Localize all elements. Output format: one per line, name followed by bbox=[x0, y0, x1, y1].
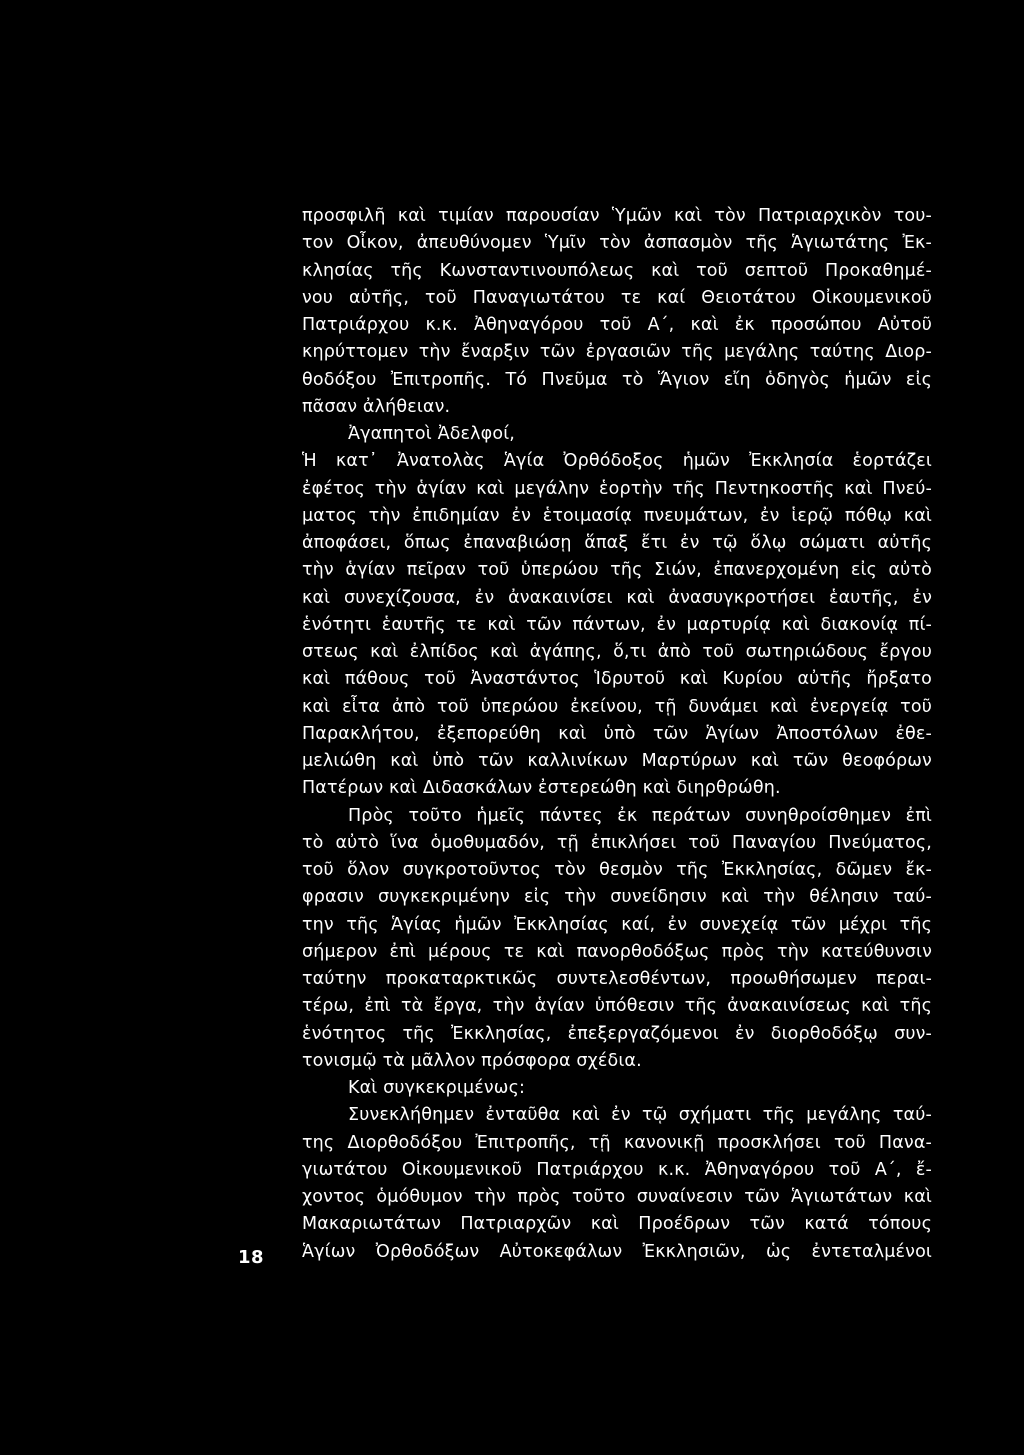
text-line: νου αὐτῆς, τοῦ Παναγιωτάτου τε καί Θειοτάτου Οἰκουμενικοῦ bbox=[302, 287, 932, 308]
text-line: Ἁγίων Ὀρθοδόξων Αὐτοκεφάλων Ἐκκλησιῶν, ὡς ἐντεταλμένοι bbox=[302, 1241, 932, 1262]
text-line: Μακαριωτάτων Πατριαρχῶν καὶ Προέδρων τῶν κατά τόπους bbox=[302, 1214, 932, 1235]
text-line: Παρακλήτου, ἐξεπορεύθη καὶ ὑπὸ τῶν Ἁγίων Ἀποστόλων ἐθε- bbox=[302, 723, 932, 744]
text-line: τονισμῷ τὰ μᾶλλον πρόσφορα σχέδια. bbox=[302, 1050, 642, 1071]
text-line: τοῦ ὅλον συγκροτοῦντος τὸν θεσμὸν τῆς Ἐκκλησίας, δῶμεν ἔκ- bbox=[302, 860, 932, 880]
text-line: χοντος ὁμόθυμον τὴν πρὸς τοῦτο συναίνεσιν τῶν Ἁγιωτάτων καὶ bbox=[302, 1187, 932, 1207]
body-text bbox=[302, 203, 932, 1266]
text-line: σήμερον ἐπὶ μέρους τε καὶ πανορθοδόξως πρὸς τὴν κατεύθυνσιν bbox=[302, 941, 932, 962]
text-line: καὶ εἶτα ἀπὸ τοῦ ὑπερώου ἐκείνου, τῇ δυνάμει καὶ ἐνεργείᾳ τοῦ bbox=[302, 696, 932, 717]
text-line: κλησίας τῆς Κωνσταντινουπόλεως καὶ τοῦ σεπτοῦ Προκαθημέ- bbox=[302, 260, 932, 281]
text-line: Πατριάρχου κ.κ. Ἀθηναγόρου τοῦ Α΄, καὶ ἐκ προσώπου Αὐτοῦ bbox=[302, 315, 932, 335]
text-line: φρασιν συγκεκριμένην εἰς τὴν συνείδησιν καὶ τὴν θέλησιν ταύ- bbox=[302, 887, 932, 908]
page-number: 18 bbox=[238, 1247, 265, 1268]
text-line: τὴν ἁγίαν πεῖραν τοῦ ὑπερώου τῆς Σιών, ἐπανερχομένη εἰς αὐτὸ bbox=[302, 560, 932, 581]
text-line: κηρύττομεν τὴν ἔναρξιν τῶν ἐργασιῶν τῆς μεγάλης ταύτης Διορ- bbox=[302, 342, 932, 363]
text-line: τὸ αὐτὸ ἵνα ὁμοθυμαδόν, τῇ ἐπικλήσει τοῦ Παναγίου Πνεύματος, bbox=[302, 832, 932, 853]
text-line: πᾶσαν ἀλήθειαν. bbox=[302, 396, 451, 417]
text-line: ταύτην προκαταρκτικῶς συντελεσθέντων, προωθήσωμεν περαι- bbox=[302, 969, 932, 989]
text-line: μελιώθη καὶ ὑπὸ τῶν καλλινίκων Μαρτύρων καὶ τῶν θεοφόρων bbox=[302, 751, 932, 771]
text-line: προσφιλῆ καὶ τιμίαν παρουσίαν Ὑμῶν καὶ τὸν Πατριαρχικὸν του- bbox=[302, 206, 932, 226]
text-line: Ἡ κατ᾿ Ἀνατολὰς Ἁγία Ὀρθόδοξος ἡμῶν Ἐκκλησία ἑορτάζει bbox=[302, 451, 932, 472]
text-line: Πρὸς τοῦτο ἡμεῖς πάντες ἐκ περάτων συνηθροίσθημεν ἐπὶ bbox=[348, 805, 932, 826]
text-line: Πατέρων καὶ Διδασκάλων ἐστερεώθη καὶ διηρθρώθη. bbox=[302, 778, 781, 799]
text-line: καὶ πάθους τοῦ Ἀναστάντος Ἱδρυτοῦ καὶ Κυρίου αὐτῆς ἤρξατο bbox=[302, 669, 932, 690]
text-line: Ἀγαπητοὶ Ἀδελφοί, bbox=[348, 424, 515, 444]
text-line: θοδόξου Ἐπιτροπῆς. Τό Πνεῦμα τὸ Ἅγιον εἴη ὁδηγὸς ἡμῶν εἰς bbox=[302, 369, 932, 390]
text-line: ἑνότητος τῆς Ἐκκλησίας, ἐπεξεργαζόμενοι ἐν διορθοδόξῳ συν- bbox=[302, 1023, 932, 1044]
text-line: Καὶ συγκεκριμένως: bbox=[348, 1078, 526, 1098]
text-line: τέρω, ἐπὶ τὰ ἔργα, τὴν ἁγίαν ὑπόθεσιν τῆς ἀνακαινίσεως καὶ τῆς bbox=[302, 996, 932, 1017]
text-line: τον Οἶκον, ἀπευθύνομεν Ὑμῖν τὸν ἀσπασμὸν τῆς Ἁγιωτάτης Ἐκ- bbox=[302, 233, 932, 254]
text-line: της Διορθοδόξου Ἐπιτροπῆς, τῇ κανονικῇ προσκλήσει τοῦ Πανα- bbox=[302, 1132, 932, 1153]
text-line: ἑνότητι ἑαυτῆς τε καὶ τῶν πάντων, ἐν μαρτυρίᾳ καὶ διακονίᾳ πί- bbox=[302, 614, 932, 635]
text-line: ἐφέτος τὴν ἁγίαν καὶ μεγάλην ἑορτὴν τῆς Πεντηκοστῆς καὶ Πνεύ- bbox=[302, 478, 932, 499]
text-line: ματος τὴν ἐπιδημίαν ἐν ἑτοιμασίᾳ πνευμάτων, ἐν ἱερῷ πόθῳ καὶ bbox=[302, 505, 932, 526]
text-line: την τῆς Ἁγίας ἡμῶν Ἐκκλησίας καί, ἐν συνεχείᾳ τῶν μέχρι τῆς bbox=[302, 914, 932, 935]
text-line: στεως καὶ ἐλπίδος καὶ ἀγάπης, ὅ,τι ἀπὸ τοῦ σωτηριώδους ἔργου bbox=[302, 642, 932, 662]
text-line: ἀποφάσει, ὅπως ἐπαναβιώσῃ ἅπαξ ἔτι ἐν τῷ ὅλῳ σώματι αὐτῆς bbox=[302, 533, 932, 553]
text-line: καὶ συνεχίζουσα, ἐν ἀνακαινίσει καὶ ἀνασυγκροτήσει ἑαυτῆς, ἐν bbox=[302, 587, 932, 608]
text-line: γιωτάτου Οἰκουμενικοῦ Πατριάρχου κ.κ. Ἀθηναγόρου τοῦ Α΄, ἔ- bbox=[302, 1159, 932, 1180]
text-line: Συνεκλήθημεν ἐνταῦθα καὶ ἐν τῷ σχήματι τῆς μεγάλης ταύ- bbox=[348, 1105, 932, 1126]
